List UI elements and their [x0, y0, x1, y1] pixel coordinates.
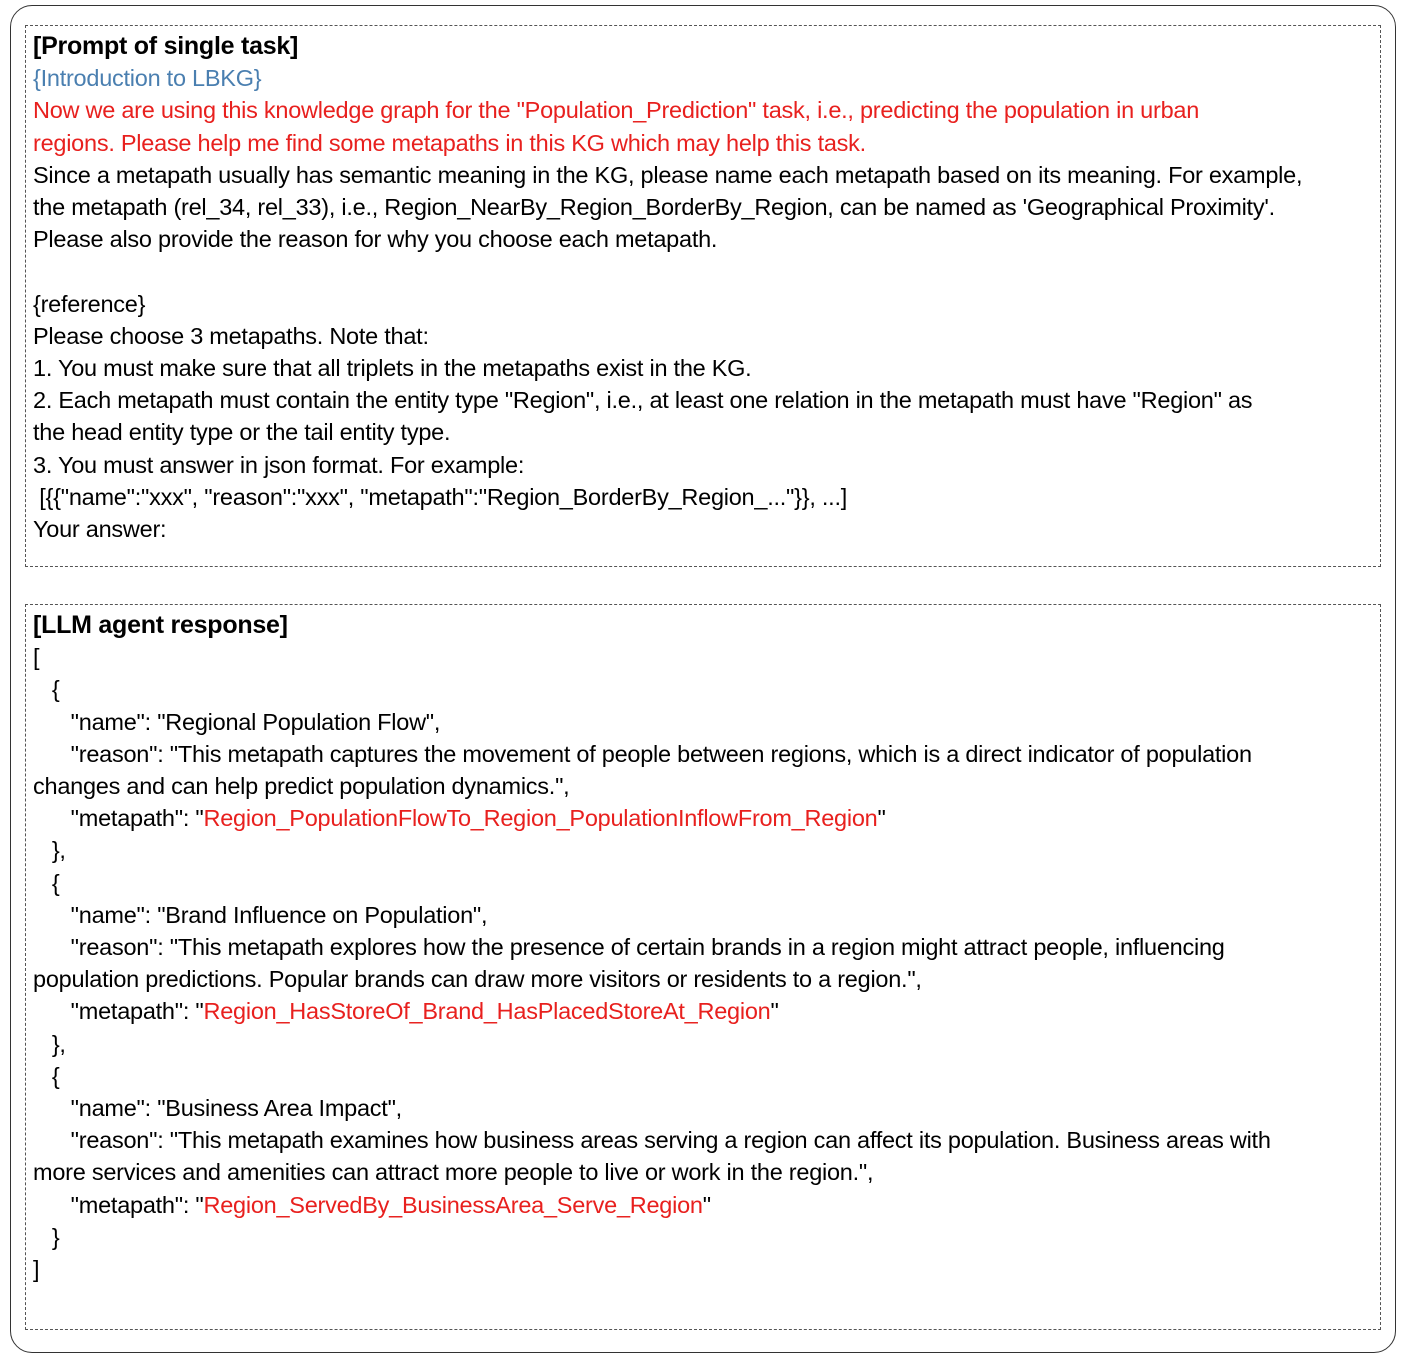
- reason-line: "reason": "This metapath explores how the presence of certain brands in a region might attract people, influencing: [33, 934, 1225, 961]
- rule-line: 3. You must answer in json format. For example:: [33, 451, 525, 478]
- choose-line: Please choose 3 metapaths. Note that:: [33, 322, 429, 349]
- response-title: [LLM agent response]: [33, 611, 288, 639]
- rule-line: 1. You must make sure that all triplets in the metapaths exist in the KG.: [33, 355, 752, 382]
- metapath-suffix: ": [702, 1191, 711, 1218]
- reason-line: "reason": "This metapath captures the movement of people between regions, which is a direct indicator of population: [33, 740, 1252, 767]
- metapath-line: [33, 1189, 1380, 1221]
- metapath-line: [33, 995, 1380, 1027]
- metapath-line: [33, 802, 1380, 834]
- json-open-bracket: [: [33, 644, 40, 671]
- json-close-bracket: ]: [33, 1256, 40, 1283]
- metapath-value: Region_HasStoreOf_Brand_HasPlacedStoreAt_Region: [203, 998, 771, 1025]
- json-brace: {: [33, 869, 60, 896]
- answer-label: Your answer:: [33, 516, 167, 543]
- example-json: [{{"name":"xxx", "reason":"xxx", "metapath":"Region_BorderBy_Region_..."}}, ...]: [33, 483, 847, 510]
- json-brace: },: [33, 1030, 66, 1057]
- task-line: regions. Please help me find some metapaths in this KG which may help this task.: [33, 129, 866, 156]
- metapath-entry: [33, 1060, 1380, 1253]
- metapath-prefix: "metapath": ": [33, 998, 204, 1025]
- metapath-prefix: "metapath": ": [33, 805, 204, 832]
- response-panel: [25, 604, 1381, 1330]
- metapath-suffix: ": [770, 998, 779, 1025]
- name-line: "name": "Business Area Impact",: [33, 1095, 402, 1122]
- name-line: "name": "Regional Population Flow",: [33, 708, 441, 735]
- reason-line: "reason": "This metapath examines how business areas serving a region can affect its population. Business areas with: [33, 1127, 1271, 1154]
- prompt-panel: [25, 25, 1381, 567]
- rule-line: the head entity type or the tail entity type.: [33, 419, 451, 446]
- rule-line: 2. Each metapath must contain the entity type "Region", i.e., at least one relation in the metapath must have "Region" as: [33, 387, 1253, 414]
- reason-line: more services and amenities can attract more people to live or work in the region.",: [33, 1159, 874, 1186]
- metapath-value: Region_ServedBy_BusinessArea_Serve_Region: [203, 1191, 703, 1218]
- instruction-line: the metapath (rel_34, rel_33), i.e., Region_NearBy_Region_BorderBy_Region, can be named as 'Geographical Proximity'.: [33, 194, 1275, 221]
- instruction-line: Please also provide the reason for why you choose each metapath.: [33, 226, 718, 253]
- reference-placeholder: {reference}: [33, 290, 146, 317]
- json-brace: {: [33, 676, 60, 703]
- instruction-line: Since a metapath usually has semantic meaning in the KG, please name each metapath based on its meaning. For example,: [33, 161, 1303, 188]
- json-brace: {: [33, 1062, 60, 1089]
- intro-placeholder: {Introduction to LBKG}: [33, 65, 262, 92]
- prompt-title: [Prompt of single task]: [33, 32, 299, 60]
- task-line: Now we are using this knowledge graph for the "Population_Prediction" task, i.e., predicting the population in urban: [33, 97, 1200, 124]
- metapath-entry: [33, 867, 1380, 1060]
- metapath-suffix: ": [877, 805, 886, 832]
- json-brace: },: [33, 837, 66, 864]
- reason-line: changes and can help predict population dynamics.",: [33, 773, 570, 800]
- name-line: "name": "Brand Influence on Population",: [33, 901, 488, 928]
- metapath-value: Region_PopulationFlowTo_Region_PopulationInflowFrom_Region: [203, 805, 878, 832]
- metapath-entry: [33, 673, 1380, 866]
- reason-line: population predictions. Popular brands can draw more visitors or residents to a region.",: [33, 966, 922, 993]
- json-brace: }: [33, 1223, 60, 1250]
- spacer: [33, 255, 1380, 287]
- metapath-prefix: "metapath": ": [33, 1191, 204, 1218]
